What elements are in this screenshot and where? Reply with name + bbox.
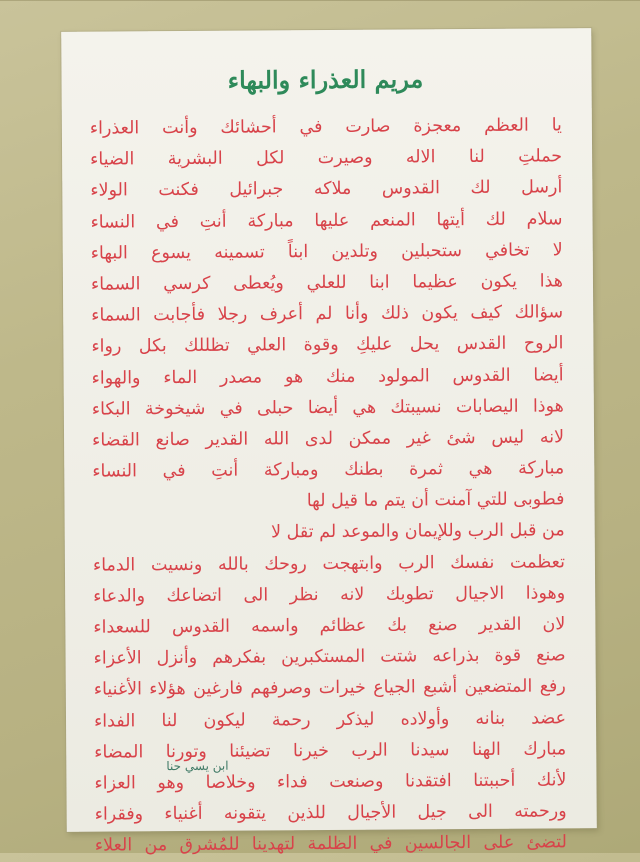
author-signature: ابن يسي حنا — [166, 758, 229, 774]
poem-line: سلام لك أيتها المنعم عليها مباركة أنتِ في النساء — [90, 208, 563, 233]
poem-line: مبارك الهنا سيدنا الرب خيرنا تضيئنا وتورنا المضاء — [94, 739, 567, 763]
poem-line: صنع قوة بذراعه شتت المستكبرين بفكرهم وأنزل الأعزاء — [93, 645, 566, 669]
poem-line: عضد بنانه وأولاده ليذكر رحمة ليكون لنا الفداء — [93, 707, 567, 732]
poem-line: لأنك أحببتنا افتقدنا وصنعت فداء وخلاصا وهو العزاء — [94, 770, 567, 794]
poem-line: مباركة هي ثمرة بطنك ومباركة أنتِ في النساء — [92, 458, 565, 482]
poem-line: وهوذا الاجيال تطوبك لانه نظر الى اتضاعك والدعاء — [93, 583, 566, 607]
poem-line: لان القدير صنع بك عظائم واسمه القدوس للسعداء — [93, 614, 566, 638]
poem-line: أرسل لك القدوس ملاكه جبرائيل فكنت الولاء — [90, 177, 563, 202]
table-seam-left — [0, 0, 640, 1]
poem-line: سؤالك كيف يكون ذلك وأنا لم أعرف رجلا فأجابت السماء — [91, 302, 564, 326]
poem-line: لتضئ على الجالسين في الظلمة لتهدينا للمُشرق من العلاء — [94, 832, 567, 856]
poem-line: أيضا القدوس المولود منك هو مصدر الماء والهواء — [91, 364, 564, 389]
document-title: مريم العذراء والبهاء — [227, 64, 424, 95]
poem-line: يا العظم معجزة صارت في أحشائك وأنت العذراء — [89, 115, 562, 139]
poem-line: تعظمت نفسك الرب وابتهجت روحك بالله ونسيت الدماء — [92, 551, 565, 576]
poem-line: ورحمته الى جيل الأجيال للذين يتقونه أغنياء وفقراء — [94, 801, 567, 825]
poem-line: رفع المتضعين أشبع الجياع خيرات وصرفهم فارغين هؤلاء الأغنياء — [93, 676, 566, 701]
poem-line: لا تخافي ستحبلين وتلدين ابناً تسمينه يسوع البهاء — [90, 240, 563, 264]
poem-line: حملتِ لنا الاله وصيرت لكل البشرية الضياء — [90, 146, 563, 170]
paper-sheet — [61, 28, 597, 856]
poem-line: من قبل الرب وللإيمان والموعد لم تقل لا — [271, 520, 565, 543]
poem-line: الروح القدس يحل عليكِ وقوة العلي تظللك بكل رواء — [91, 333, 564, 357]
poem-line: لانه ليس شئ غير ممكن لدى الله القدير صانع القضاء — [91, 427, 565, 451]
poem-line: فطوبى للتي آمنت أن يتم ما قيل لها — [306, 489, 565, 512]
poem-line: هذا يكون عظيما ابنا للعلي ويُعطى كرسي السماء — [90, 271, 564, 295]
poem-line: هوذا اليصابات نسيبتك هي أيضا حبلى في شيخوخة البكاء — [91, 396, 564, 420]
poem-body — [90, 110, 567, 862]
